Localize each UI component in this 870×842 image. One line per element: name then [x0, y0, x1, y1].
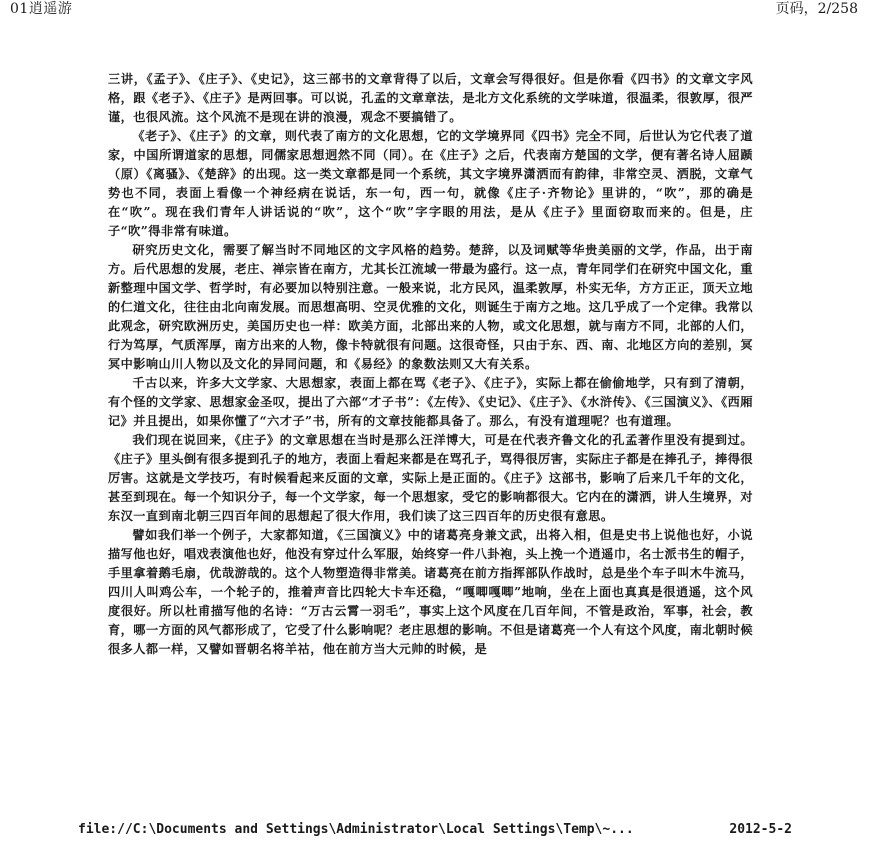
paragraph: 三讲，《孟子》、《庄子》、《史记》，这三部书的文章背得了以后，文章会写得很好。但是你看《四书》的文章文字风格，跟《老子》、《庄子》是两回事。可以说，孔孟的文章章法，是北方文化系统的文学味道，很温柔，很敦厚，很严谨，也很风流。这个风流不是现在讲的浪漫，观念不要搞错了。: [108, 72, 753, 124]
paragraph: 千古以来，许多大文学家、大思想家，表面上都在骂《老子》、《庄子》，实际上都在偷偷地学，只有到了清朝，有个怪的文学家、思想家金圣叹，提出了六部“才子书”：《左传》、《史记》、《庄子》、《水浒传》、《三国演义》、《西厢记》并且提出，如果你懂了“六才子”书，所有的文章技能都具备了。那么，有没有道理呢？也有道理。: [108, 376, 753, 428]
paragraph: 我们现在说回来，《庄子》的文章思想在当时是那么汪洋博大，可是在代表齐鲁文化的孔孟著作里没有提到过。《庄子》里头倒有很多提到孔子的地方，表面上看起来都是在骂孔子，骂得很厉害，实际庄子都是在捧孔子，捧得很厉害。这就是文学技巧，有时候看起来反面的文章，实际上是正面的。《庄子》这部书，影响了后来几千年的文化，甚至到现在。每一个知识分子，每一个文学家，每一个思想家，受它的影响都很大。它内在的潇洒，讲人生境界，对东汉一直到南北朝三四百年间的思想起了很大作用，我们读了这三四百年的历史很有意思。: [108, 433, 753, 523]
paragraph: 研究历史文化，需要了解当时不同地区的文字风格的趋势。楚辞，以及词赋等华贵美丽的文学，作品，出于南方。后代思想的发展，老庄、禅宗皆在南方，尤其长江流域一带最为盛行。这一点，青年同学们在研究中国文化，重新整理中国文学、哲学时，有必要加以特别注意。一般来说，北方民风，温柔敦厚，朴实无华，方方正正，顶天立地的仁道文化，往往由北向南发展。而思想高明、空灵优雅的文化，则诞生于南方之地。这几乎成了一个定律。我常以此观念，研究欧洲历史，美国历史也一样：欧美方面，北部出来的人物，或文化思想，就与南方不同，北部的人们，行为笃厚，气质浑厚，南方出来的人物，像卡特就很有问题。这很奇怪，只由于东、西、南、北地区方向的差别，冥冥中影响山川人物以及文化的异同问题，和《易经》的象数法则又大有关系。: [108, 243, 753, 371]
document-title: 01逍遥游: [10, 1, 73, 17]
document-body: [108, 70, 753, 659]
page-number: 页码，2/258: [775, 1, 858, 17]
paragraph: 《老子》、《庄子》的文章，则代表了南方的文化思想，它的文学境界同《四书》完全不同，后世认为它代表了道家，中国所谓道家的思想，同儒家思想迥然不同（同）。在《庄子》之后，代表南方楚国的文学，便有著名诗人屈踬（原）《离骚》、《楚辞》的出现。这一类文章都是同一个系统，其文字境界潇洒而有韵律，非常空灵、洒脱，文章气势也不同，表面上看像一个神经病在说话，东一句，西一句，就像《庄子·齐物论》里讲的，“吹”，那的确是在“吹”。现在我们青年人讲话说的“吹”，这个“吹”字字眼的用法，是从《庄子》里面窃取而来的。但是，庄子“吹”得非常有味道。: [108, 129, 753, 238]
print-date: 2012-5-2: [729, 822, 792, 837]
file-path: file://C:\Documents and Settings\Administrator\Local Settings\Temp\~...: [78, 822, 634, 837]
paragraph: 譬如我们举一个例子，大家都知道，《三国演义》中的诸葛亮身兼文武，出将入相，但是史书上说他也好，小说描写他也好，唱戏表演他也好，他没有穿过什么军服，始终穿一件八卦袍，头上挽一个逍遥巾，名士派书生的帽子，手里拿着鹅毛扇，优哉游哉的。这个人物塑造得非常美。诸葛亮在前方指挥部队作战时，总是坐个车子叫木牛流马，四川人叫鸡公车，一个轮子的，推着声音比四轮大卡车还稳，“嘎唧嘎唧”地响，坐在上面也真真是很逍遥，这个风度很好。所以杜甫描写他的名诗：“万古云霄一羽毛”，事实上这个风度在几百年间，不管是政治，军事，社会，教育，哪一方面的风气都形成了，它受了什么影响呢？老庄思想的影响。不但是诸葛亮一个人有这个风度，南北朝时候很多人都一样，又譬如晋朝名将羊祜，他在前方当大元帅的时候，是: [108, 528, 753, 656]
